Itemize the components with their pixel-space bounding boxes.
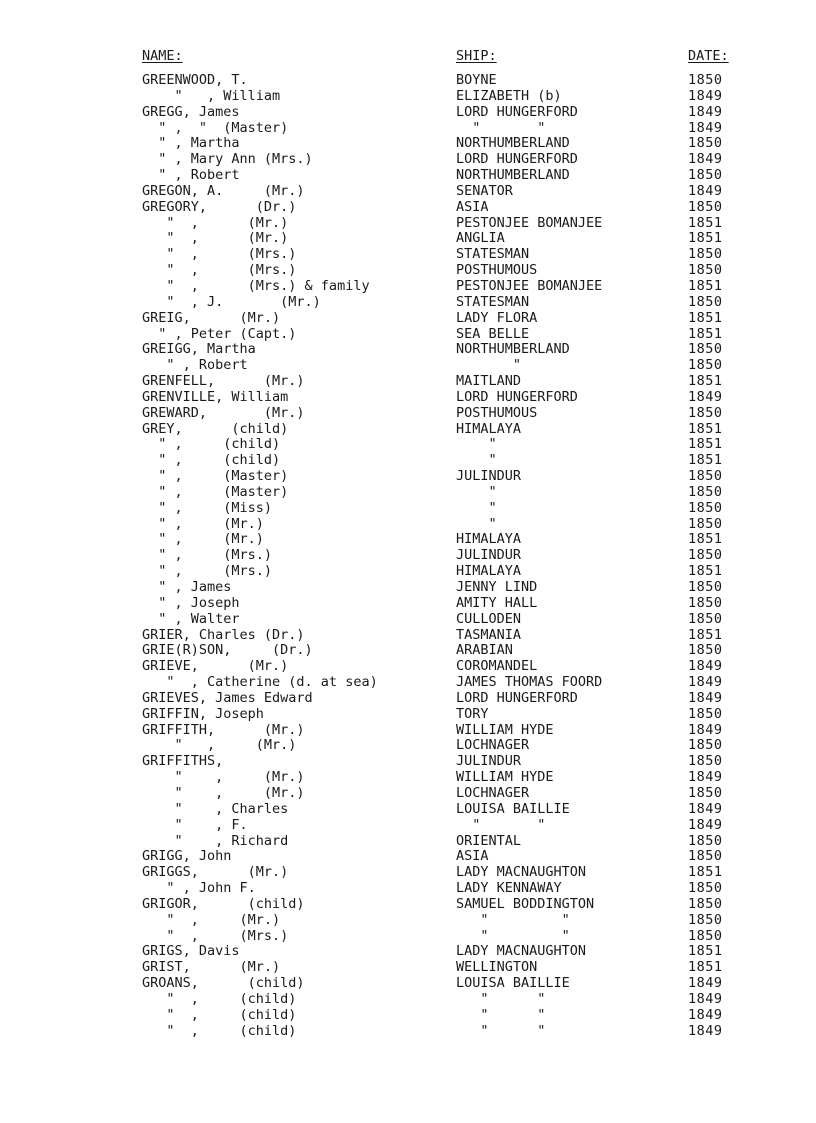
ship-name: WILLIAM HYDE	[456, 769, 554, 786]
passenger-name: GREGG, James	[142, 103, 240, 120]
passenger-name: " , J. (Mr.)	[142, 293, 321, 310]
arrival-date: 1850	[688, 483, 723, 500]
arrival-date: 1851	[688, 436, 723, 453]
list-item	[0, 88, 816, 104]
arrival-date: 1850	[688, 72, 723, 88]
list-item	[0, 943, 816, 959]
arrival-date: 1851	[688, 373, 723, 390]
arrival-date: 1850	[688, 911, 723, 928]
passenger-name: " , (Master)	[142, 483, 289, 500]
list-item	[0, 579, 816, 595]
passenger-name: " , (Mrs.)	[142, 927, 289, 944]
passenger-name: " , Joseph	[142, 594, 240, 611]
ship-name: LORD HUNGERFORD	[456, 388, 578, 405]
passenger-name: " , (Master)	[142, 468, 289, 485]
ship-name: JULINDUR	[456, 547, 522, 564]
ship-name: ORIENTAL	[456, 832, 522, 849]
list-item	[0, 658, 816, 674]
ship-name: NORTHUMBERLAND	[456, 341, 570, 358]
list-item	[0, 547, 816, 563]
passenger-name: GREWARD, (Mr.)	[142, 404, 305, 421]
ship-name: LORD HUNGERFORD	[456, 689, 578, 706]
ship-name: LADY MACNAUGHTON	[456, 864, 587, 881]
arrival-date: 1849	[688, 975, 723, 992]
arrival-date: 1850	[688, 293, 723, 310]
arrival-date: 1850	[688, 404, 723, 421]
arrival-date: 1850	[688, 547, 723, 564]
passenger-name: " , (Mr.)	[142, 769, 305, 786]
header-name: NAME:	[142, 48, 183, 64]
ship-name: NORTHUMBERLAND	[456, 135, 570, 152]
passenger-name: GROANS, (child)	[142, 975, 305, 992]
arrival-date: 1851	[688, 959, 723, 976]
arrival-date: 1850	[688, 515, 723, 532]
arrival-date: 1850	[688, 341, 723, 358]
arrival-date: 1849	[688, 388, 723, 405]
arrival-date: 1849	[688, 151, 723, 168]
ship-name: "	[456, 452, 497, 469]
passenger-name: " , " (Master)	[142, 119, 289, 136]
ship-name: ANGLIA	[456, 230, 505, 247]
ship-name: LOUISA BAILLIE	[456, 975, 570, 992]
passenger-name: " , Richard	[142, 832, 289, 849]
passenger-name: " , (Mr.)	[142, 214, 289, 231]
list-item	[0, 104, 816, 120]
ship-name: WELLINGTON	[456, 959, 538, 976]
passenger-name: " , Robert	[142, 167, 240, 184]
list-item	[0, 769, 816, 785]
list-item	[0, 642, 816, 658]
list-item	[0, 405, 816, 421]
arrival-date: 1850	[688, 262, 723, 279]
passenger-name: " , (Mrs.)	[142, 547, 273, 564]
arrival-date: 1849	[688, 103, 723, 120]
passenger-name: " , Peter (Capt.)	[142, 325, 297, 342]
ship-name: LADY KENNAWAY	[456, 880, 562, 897]
list-item	[0, 674, 816, 690]
arrival-date: 1851	[688, 452, 723, 469]
ship-name: STATESMAN	[456, 246, 530, 263]
list-item	[0, 357, 816, 373]
arrival-date: 1850	[688, 167, 723, 184]
list-item	[0, 310, 816, 326]
passenger-name: " , (Mrs.)	[142, 563, 273, 580]
passenger-name: GRENVILLE, William	[142, 388, 289, 405]
passenger-name: " , (Mrs.)	[142, 262, 297, 279]
passenger-name: GREY, (child)	[142, 420, 289, 437]
ship-name: SAMUEL BODDINGTON	[456, 895, 595, 912]
passenger-name: GRIST, (Mr.)	[142, 959, 281, 976]
arrival-date: 1849	[688, 689, 723, 706]
list-item	[0, 864, 816, 880]
passenger-name: " , (Mrs.)	[142, 246, 297, 263]
list-item	[0, 389, 816, 405]
header-date: DATE:	[688, 48, 729, 64]
list-item	[0, 627, 816, 643]
arrival-date: 1850	[688, 594, 723, 611]
list-item	[0, 722, 816, 738]
ship-name: AMITY HALL	[456, 594, 538, 611]
arrival-date: 1849	[688, 119, 723, 136]
list-item	[0, 167, 816, 183]
ship-name: " "	[456, 816, 546, 833]
passenger-name: " , (child)	[142, 1006, 297, 1023]
passenger-name: GREENWOOD, T.	[142, 72, 248, 88]
passenger-name: " , (Mr.)	[142, 737, 297, 754]
arrival-date: 1849	[688, 658, 723, 675]
column-headers	[0, 47, 816, 67]
ship-name: POSTHUMOUS	[456, 404, 538, 421]
arrival-date: 1851	[688, 943, 723, 960]
ship-name: LADY FLORA	[456, 309, 538, 326]
passenger-name: " , Martha	[142, 135, 240, 152]
arrival-date: 1851	[688, 325, 723, 342]
passenger-name: GREGON, A. (Mr.)	[142, 182, 305, 199]
arrival-date: 1850	[688, 135, 723, 152]
list-item	[0, 436, 816, 452]
list-item	[0, 563, 816, 579]
ship-name: MAITLAND	[456, 373, 522, 390]
ship-name: CULLODEN	[456, 610, 522, 627]
passenger-name: " , William	[142, 87, 281, 104]
arrival-date: 1849	[688, 721, 723, 738]
arrival-date: 1849	[688, 990, 723, 1007]
passenger-name: " , F.	[142, 816, 248, 833]
list-item	[0, 326, 816, 342]
ship-name: " "	[456, 119, 546, 136]
passenger-name: GRIGS, Davis	[142, 943, 240, 960]
passenger-name: " , (child)	[142, 436, 281, 453]
arrival-date: 1850	[688, 642, 723, 659]
ship-name: PESTONJEE BOMANJEE	[456, 277, 603, 294]
ship-name: " "	[456, 990, 546, 1007]
ship-name: ARABIAN	[456, 642, 513, 659]
passenger-name: " , (Mr.)	[142, 515, 264, 532]
arrival-date: 1850	[688, 499, 723, 516]
ship-name: COROMANDEL	[456, 658, 538, 675]
list-item	[0, 421, 816, 437]
list-item	[0, 151, 816, 167]
passenger-name: GREIG, (Mr.)	[142, 309, 281, 326]
list-item	[0, 1023, 816, 1039]
ship-name: JAMES THOMAS FOORD	[456, 674, 603, 691]
list-item	[0, 516, 816, 532]
ship-name: " "	[456, 1022, 546, 1039]
passenger-name: GRENFELL, (Mr.)	[142, 373, 305, 390]
passenger-name: GRIEVE, (Mr.)	[142, 658, 289, 675]
passenger-name: " , (child)	[142, 990, 297, 1007]
list-item	[0, 928, 816, 944]
ship-name: HIMALAYA	[456, 420, 522, 437]
list-item	[0, 848, 816, 864]
arrival-date: 1851	[688, 531, 723, 548]
ship-name: ASIA	[456, 198, 489, 215]
ship-name: LORD HUNGERFORD	[456, 103, 578, 120]
passenger-name: " , John F.	[142, 880, 256, 897]
list-item	[0, 215, 816, 231]
passenger-name: " , (Miss)	[142, 499, 273, 516]
arrival-date: 1851	[688, 420, 723, 437]
list-item	[0, 833, 816, 849]
list-item	[0, 690, 816, 706]
passenger-name: " , (child)	[142, 452, 281, 469]
list-item	[0, 278, 816, 294]
list-item	[0, 262, 816, 278]
arrival-date: 1850	[688, 832, 723, 849]
arrival-date: 1849	[688, 816, 723, 833]
list-item	[0, 72, 816, 88]
passenger-name: " , James	[142, 579, 232, 595]
arrival-date: 1851	[688, 864, 723, 881]
passenger-name: " , (Mr.)	[142, 531, 264, 548]
arrival-date: 1849	[688, 800, 723, 817]
arrival-date: 1849	[688, 182, 723, 199]
header-ship: SHIP:	[456, 48, 497, 64]
list-item	[0, 991, 816, 1007]
passenger-name: GRIFFIN, Joseph	[142, 705, 264, 722]
list-item	[0, 817, 816, 833]
ship-name: " "	[456, 927, 570, 944]
arrival-date: 1850	[688, 927, 723, 944]
list-item	[0, 801, 816, 817]
ship-name: "	[456, 357, 522, 374]
list-item	[0, 531, 816, 547]
list-item	[0, 135, 816, 151]
passenger-name: " , Mary Ann (Mrs.)	[142, 151, 313, 168]
ship-name: ELIZABETH (b)	[456, 87, 562, 104]
passenger-name: GRIFFITHS,	[142, 753, 224, 770]
arrival-date: 1850	[688, 579, 723, 595]
list-item	[0, 785, 816, 801]
passenger-name: " , Robert	[142, 357, 248, 374]
passenger-name: " , Walter	[142, 610, 240, 627]
ship-name: LOCHNAGER	[456, 784, 530, 801]
passenger-name: " , (Mr.)	[142, 230, 289, 247]
list-item	[0, 373, 816, 389]
passenger-name: " , (Mr.)	[142, 784, 305, 801]
arrival-date: 1850	[688, 705, 723, 722]
passenger-list	[0, 72, 816, 1038]
arrival-date: 1850	[688, 246, 723, 263]
arrival-date: 1850	[688, 784, 723, 801]
passenger-name: GRIFFITH, (Mr.)	[142, 721, 305, 738]
list-item	[0, 737, 816, 753]
passenger-name: GRIGG, John	[142, 848, 232, 865]
ship-name: SENATOR	[456, 182, 513, 199]
ship-name: " "	[456, 911, 570, 928]
ship-name: HIMALAYA	[456, 531, 522, 548]
ship-name: "	[456, 515, 497, 532]
list-item	[0, 880, 816, 896]
arrival-date: 1850	[688, 848, 723, 865]
list-item	[0, 246, 816, 262]
arrival-date: 1849	[688, 1006, 723, 1023]
ship-name: BOYNE	[456, 72, 497, 88]
ship-name: "	[456, 499, 497, 516]
list-item	[0, 294, 816, 310]
ship-name: SEA BELLE	[456, 325, 530, 342]
list-item	[0, 452, 816, 468]
arrival-date: 1851	[688, 214, 723, 231]
passenger-name: " , Catherine (d. at sea)	[142, 674, 378, 691]
ship-name: HIMALAYA	[456, 563, 522, 580]
ship-name: WILLIAM HYDE	[456, 721, 554, 738]
arrival-date: 1850	[688, 198, 723, 215]
ship-name: LORD HUNGERFORD	[456, 151, 578, 168]
list-item	[0, 975, 816, 991]
passenger-name: " , (Mrs.) & family	[142, 277, 370, 294]
ship-name: STATESMAN	[456, 293, 530, 310]
arrival-date: 1850	[688, 880, 723, 897]
list-item	[0, 230, 816, 246]
arrival-date: 1850	[688, 468, 723, 485]
passenger-name: GRIER, Charles (Dr.)	[142, 626, 305, 643]
list-item	[0, 595, 816, 611]
arrival-date: 1850	[688, 357, 723, 374]
ship-name: LOCHNAGER	[456, 737, 530, 754]
ship-name: TORY	[456, 705, 489, 722]
list-item	[0, 468, 816, 484]
list-item	[0, 1007, 816, 1023]
arrival-date: 1851	[688, 277, 723, 294]
arrival-date: 1850	[688, 895, 723, 912]
ship-name: "	[456, 483, 497, 500]
ship-name: ASIA	[456, 848, 489, 865]
list-item	[0, 341, 816, 357]
list-item	[0, 120, 816, 136]
ship-name: JULINDUR	[456, 753, 522, 770]
arrival-date: 1851	[688, 563, 723, 580]
passenger-name: " , (Mr.)	[142, 911, 281, 928]
list-item	[0, 484, 816, 500]
ship-name: PESTONJEE BOMANJEE	[456, 214, 603, 231]
list-item	[0, 199, 816, 215]
arrival-date: 1850	[688, 737, 723, 754]
arrival-date: 1851	[688, 230, 723, 247]
list-item	[0, 753, 816, 769]
arrival-date: 1849	[688, 769, 723, 786]
list-item	[0, 183, 816, 199]
arrival-date: 1850	[688, 753, 723, 770]
ship-name: POSTHUMOUS	[456, 262, 538, 279]
list-item	[0, 896, 816, 912]
ship-name: JULINDUR	[456, 468, 522, 485]
list-item	[0, 959, 816, 975]
passenger-name: GRIEVES, James Edward	[142, 689, 313, 706]
passenger-name: GRIGGS, (Mr.)	[142, 864, 289, 881]
ship-name: LADY MACNAUGHTON	[456, 943, 587, 960]
arrival-date: 1849	[688, 1022, 723, 1039]
list-item	[0, 912, 816, 928]
ship-name: TASMANIA	[456, 626, 522, 643]
list-item	[0, 706, 816, 722]
passenger-name: GRIE(R)SON, (Dr.)	[142, 642, 313, 659]
list-item	[0, 611, 816, 627]
ship-name: LOUISA BAILLIE	[456, 800, 570, 817]
arrival-date: 1849	[688, 674, 723, 691]
list-item	[0, 500, 816, 516]
ship-name: NORTHUMBERLAND	[456, 167, 570, 184]
arrival-date: 1850	[688, 610, 723, 627]
passenger-name: " , (child)	[142, 1022, 297, 1039]
passenger-name: GREGORY, (Dr.)	[142, 198, 297, 215]
ship-name: JENNY LIND	[456, 579, 538, 595]
passenger-name: " , Charles	[142, 800, 289, 817]
arrival-date: 1849	[688, 87, 723, 104]
arrival-date: 1851	[688, 626, 723, 643]
passenger-name: GREIGG, Martha	[142, 341, 256, 358]
arrival-date: 1851	[688, 309, 723, 326]
ship-name: " "	[456, 1006, 546, 1023]
ship-name: "	[456, 436, 497, 453]
passenger-name: GRIGOR, (child)	[142, 895, 305, 912]
